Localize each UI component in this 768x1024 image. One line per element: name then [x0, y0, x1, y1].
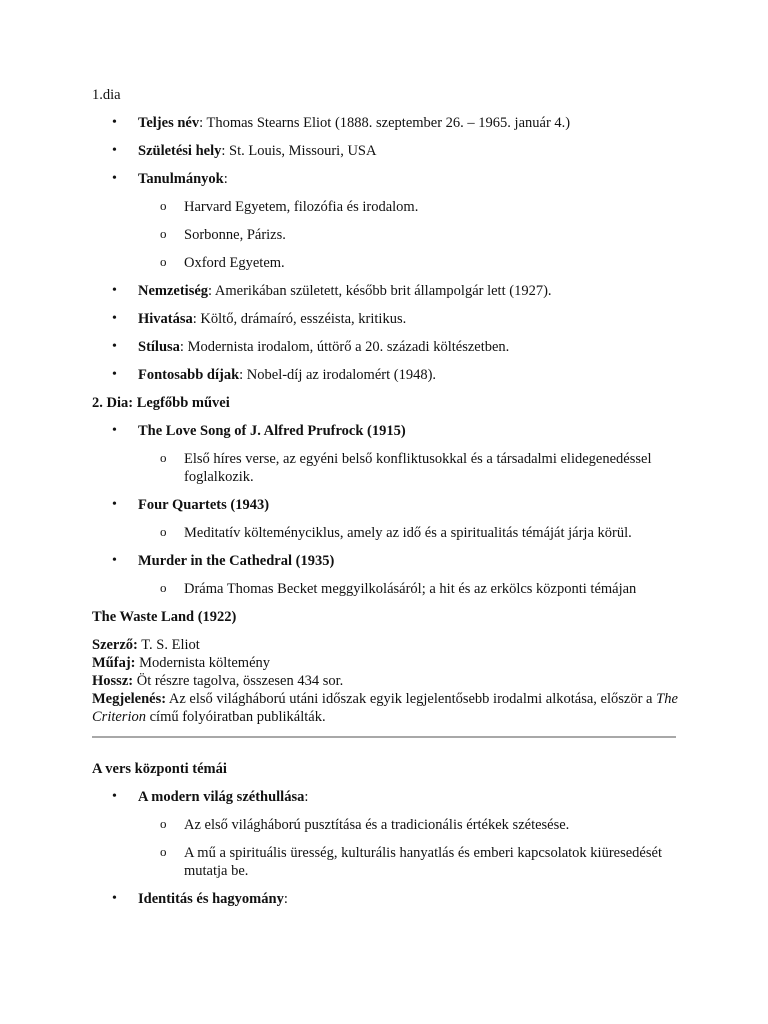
sub-list-item: o A mű a spirituális üresség, kulturális hanyatlás és emberi kapcsolatok kiüresedését mutatja be.	[160, 844, 662, 879]
bullet-icon: •	[112, 143, 117, 158]
bullet-icon: •	[112, 423, 117, 438]
themes-heading: A vers központi témái	[92, 761, 227, 777]
list-item: • Stílusa: Modernista irodalom, úttörő a 20. századi költészetben.	[112, 339, 510, 355]
list-item: • Teljes név: Thomas Stearns Eliot (1888. szeptember 26. – 1965. január 4.)	[112, 115, 571, 131]
list-item: • Hivatása: Költő, drámaíró, esszéista, kritikus.	[112, 311, 407, 327]
sub-list-item: o Oxford Egyetem.	[160, 254, 285, 271]
circle-bullet-icon: o	[160, 450, 167, 465]
circle-bullet-icon: o	[160, 254, 167, 269]
sub-list-item: o Első híres verse, az egyéni belső konfliktusokkal és a társadalmi elidegenedéssel foglalkozik.	[160, 450, 652, 485]
circle-bullet-icon: o	[160, 198, 167, 213]
publication-line: Megjelenés: Az első világháború utáni időszak egyik legjelentősebb irodalmi alkotása, először a The Criterion című folyóiratban publikálták.	[92, 691, 678, 725]
horizontal-divider	[92, 736, 676, 738]
bullet-icon: •	[112, 497, 117, 512]
slide1-list	[92, 114, 680, 384]
themes-list	[92, 788, 680, 908]
bullet-icon: •	[112, 311, 117, 326]
list-item: • Tanulmányok: o Harvard Egyetem, filozófia és irodalom. o Sorbonne, Párizs. o Oxford Egyetem.	[92, 170, 680, 272]
list-item: • Születési hely: St. Louis, Missouri, USA	[112, 143, 377, 159]
length-line: Hossz: Öt részre tagolva, összesen 434 sor.	[92, 673, 344, 689]
list-item: • The Love Song of J. Alfred Prufrock (1915) o Első híres verse, az egyéni belső konfliktusokkal és a társadalmi elidegenedéssel foglalkozik.	[92, 422, 680, 486]
slide1-heading: 1.dia	[92, 87, 121, 103]
works-list	[92, 422, 680, 598]
wasteland-meta	[92, 636, 680, 726]
bullet-icon: •	[112, 115, 117, 130]
list-item: • Four Quartets (1943) o Meditatív költeményciklus, amely az idő és a spiritualitás témáját járja körül.	[92, 496, 680, 542]
list-item: • Identitás és hagyomány:	[112, 891, 288, 907]
bullet-icon: •	[112, 367, 117, 382]
slide2-heading: 2. Dia: Legfőbb művei	[92, 395, 230, 411]
sub-list-item: o Sorbonne, Párizs.	[160, 226, 286, 243]
circle-bullet-icon: o	[160, 524, 167, 539]
sub-list-item: o Dráma Thomas Becket meggyilkolásáról; a hit és az erkölcs központi témájan	[160, 580, 637, 597]
bullet-icon: •	[112, 171, 117, 186]
list-item: • Nemzetiség: Amerikában született, később brit állampolgár lett (1927).	[112, 283, 552, 299]
list-item: • A modern világ széthullása: o Az első világháború pusztítása és a tradicionális értékek szétesése. o A mű a spirituális üresség, kulturális hanyatlás és emberi kapcsolatok kiüresedését mutatja be.	[92, 788, 680, 880]
sub-list-item: o Meditatív költeményciklus, amely az idő és a spiritualitás témáját járja körül.	[160, 524, 632, 541]
genre-line: Műfaj: Modernista költemény	[92, 655, 271, 671]
bullet-icon: •	[112, 553, 117, 568]
document-page	[92, 86, 680, 918]
circle-bullet-icon: o	[160, 844, 167, 859]
circle-bullet-icon: o	[160, 226, 167, 241]
circle-bullet-icon: o	[160, 816, 167, 831]
bullet-icon: •	[112, 789, 117, 804]
sub-list-item: o Az első világháború pusztítása és a tradicionális értékek szétesése.	[160, 816, 570, 833]
studies-list	[138, 198, 680, 272]
list-item: • Murder in the Cathedral (1935) o Dráma Thomas Becket meggyilkolásáról; a hit és az erkölcs központi témájan	[92, 552, 680, 598]
circle-bullet-icon: o	[160, 580, 167, 595]
wasteland-heading: The Waste Land (1922)	[92, 609, 237, 625]
list-item: • Fontosabb díjak: Nobel-díj az irodalomért (1948).	[112, 367, 437, 383]
bullet-icon: •	[112, 339, 117, 354]
sub-list-item: o Harvard Egyetem, filozófia és irodalom.	[160, 198, 419, 215]
bullet-icon: •	[112, 891, 117, 906]
author-line: Szerző: T. S. Eliot	[92, 637, 200, 653]
bullet-icon: •	[112, 283, 117, 298]
